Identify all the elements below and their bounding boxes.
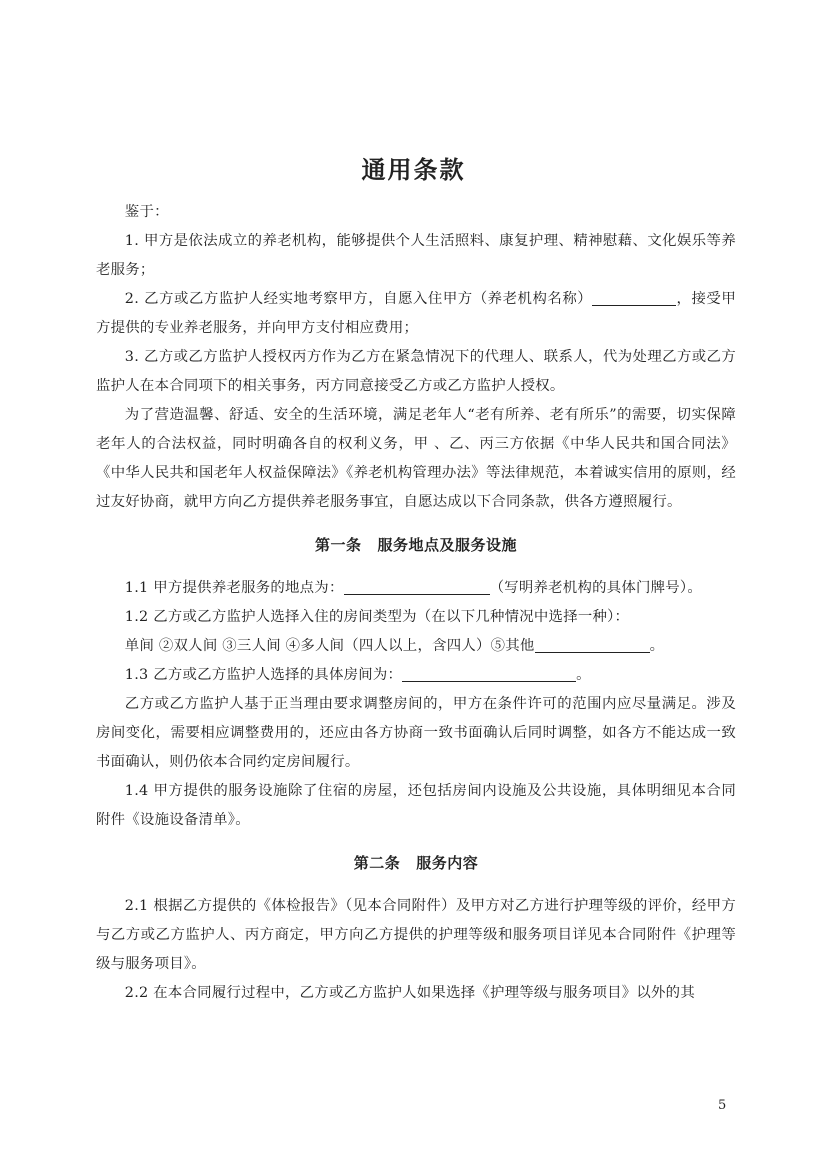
clause-1-1 <box>96 574 736 603</box>
clause-1-4: 1.4 甲方提供的服务设施除了住宿的房屋，还包括房间内设施及公共设施，具体明细见本合同附件《设施设备清单》。 <box>96 783 736 828</box>
article-1-heading <box>96 531 736 560</box>
clause-2-1: 2.1 根据乙方提供的《体检报告》（见本合同附件）及甲方对乙方进行护理等级的评价，经甲方与乙方或乙方监护人、丙方商定，甲方向乙方提供的护理等级和服务项目详见本合同附件《护理等级与服务项目》。 <box>96 898 736 972</box>
article-2-title: 服务内容 <box>416 854 479 872</box>
article-2-heading <box>96 849 736 878</box>
preamble-purpose: 为了营造温馨、舒适、安全的生活环境，满足老年人“老有所养、老有所乐”的需要，切实保障老年人的合法权益，同时明确各自的权利义务，甲 、乙、丙三方依据《中华人民共和国合同法》《中华人民共和国老年人权益保障法》《养老机构管理办法》等法律规范，本着诚实信用的原则，经过友好协商，就甲方向乙方提供养老服务事宜，自愿达成以下合同条款，供各方遵照履行。 <box>96 407 736 510</box>
other-room-type-blank <box>535 634 650 653</box>
preamble-item-2-text: 2. 乙方或乙方监护人经实地考察甲方，自愿入住甲方（养老机构名称） <box>124 291 593 307</box>
room-adjustment-paragraph: 乙方或乙方监护人基于正当理由要求调整房间的，甲方在条件许可的范围内应尽量满足。涉及房间变化，需要相应调整费用的，还应由各方协商一致书面确认后同时调整，如各方不能达成一致书面确认，则仍依本合同约定房间履行。 <box>96 696 736 770</box>
preamble-intro: 鉴于： <box>124 204 169 220</box>
page-number: 5 <box>718 1098 727 1113</box>
service-address-blank <box>344 576 490 595</box>
clause-1-3 <box>96 661 736 690</box>
article-2-number: 第二条 <box>353 854 401 872</box>
article-1-number: 第一条 <box>314 536 362 554</box>
clause-2-2: 2.2 在本合同履行过程中，乙方或乙方监护人如果选择《护理等级与服务项目》以外的其 <box>124 985 695 1001</box>
room-type-options-text: 单间 ②双人间 ③三人间 ④多人间（四人以上，含四人）⑤其他 <box>124 638 535 654</box>
clause-1-2: 1.2 乙方或乙方监护人选择入住的房间类型为（在以下几种情况中选择一种）： <box>124 609 630 625</box>
preamble-item-1: 1. 甲方是依法成立的养老机构，能够提供个人生活照料、康复护理、精神慰藉、文化娱乐等养老服务； <box>96 233 736 278</box>
clause-1-1-text: 1.1 甲方提供养老服务的地点为： <box>124 580 344 596</box>
preamble-item-3: 3. 乙方或乙方监护人授权丙方作为乙方在紧急情况下的代理人、联系人，代为处理乙方或乙方监护人在本合同项下的相关事务，丙方同意接受乙方或乙方监护人授权。 <box>96 349 736 394</box>
article-1-title: 服务地点及服务设施 <box>377 536 518 554</box>
clause-1-3-text: 1.3 乙方或乙方监护人选择的具体房间为： <box>124 667 403 683</box>
preamble-item-2 <box>96 285 736 343</box>
page-title: 通用条款 <box>361 155 466 184</box>
room-number-blank <box>402 663 576 682</box>
room-type-options-end: 。 <box>649 638 665 654</box>
institution-name-blank <box>592 287 676 306</box>
clause-1-3-end: 。 <box>576 667 591 683</box>
clause-1-1-note: （写明养老机构的具体门牌号）。 <box>489 580 703 596</box>
preamble-item-2-text-end: ，接受甲方提供的专业养老服务，并向甲方支付相应费用； <box>96 291 736 336</box>
document-body <box>96 198 736 1008</box>
room-type-options <box>96 632 736 661</box>
